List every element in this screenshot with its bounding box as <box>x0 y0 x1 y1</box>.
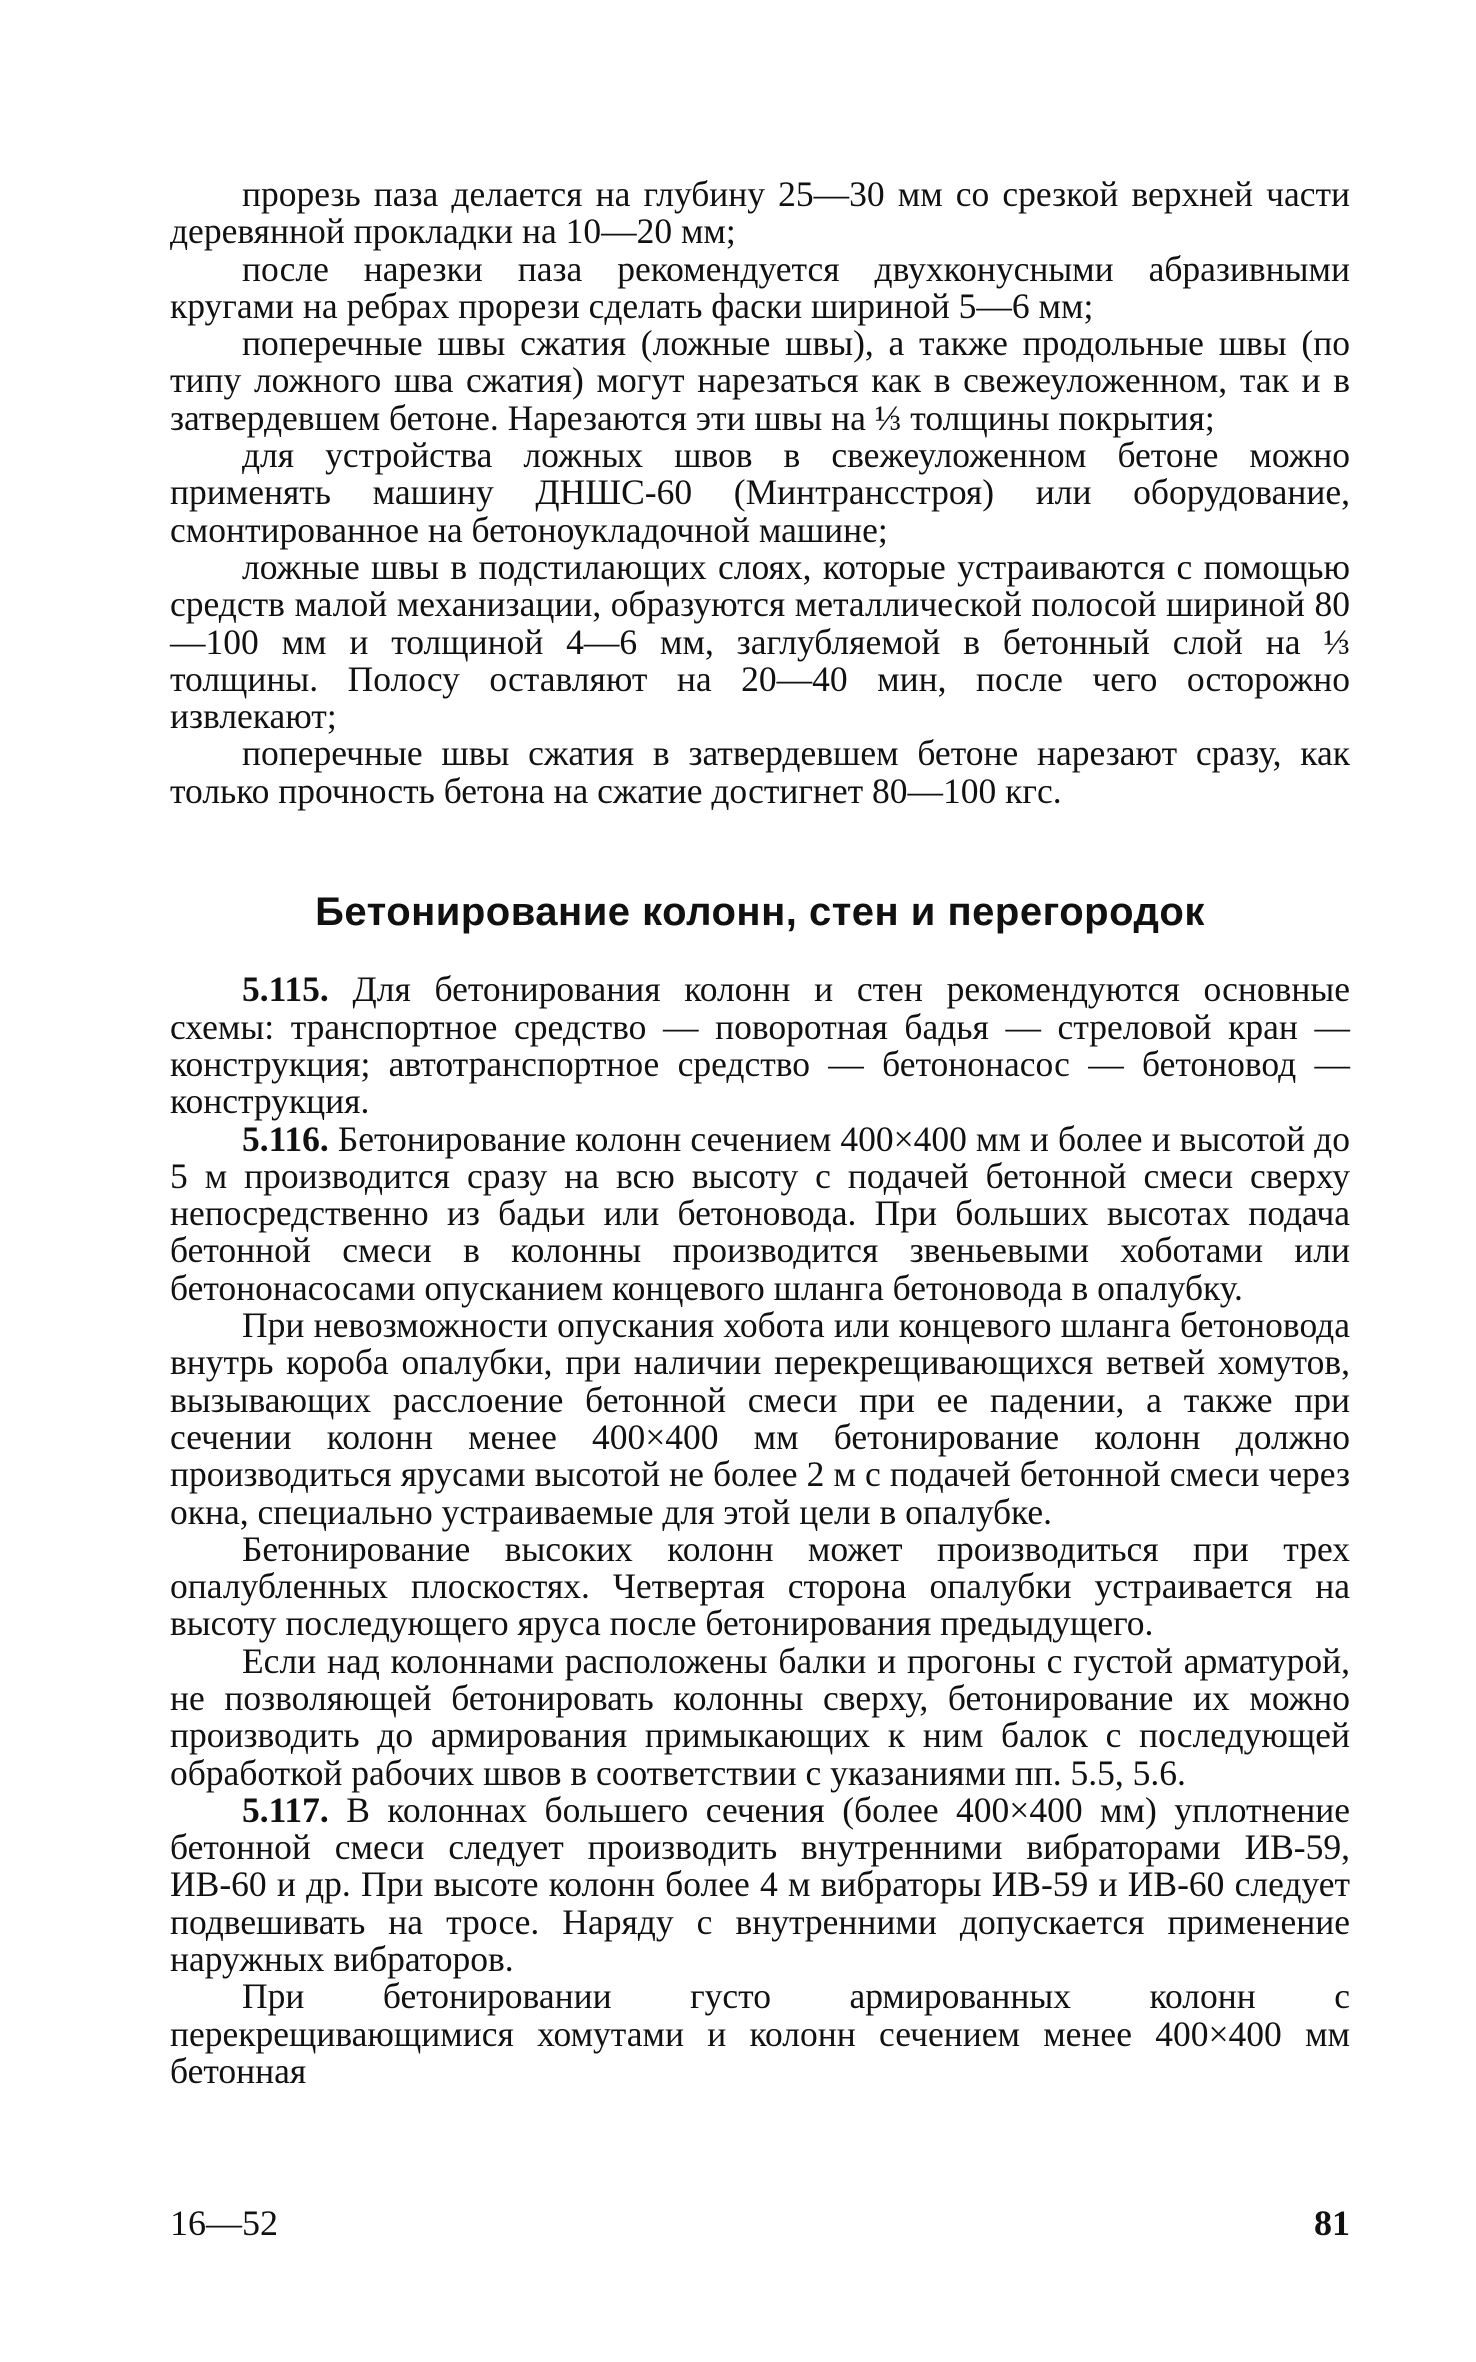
paragraph: после нарезки паза рекомендуется двухконусными абразивными кругами на ребрах прорези сделать фаски шириной 5—6 мм; <box>170 248 1350 326</box>
paragraph: При бетонировании густо армированных колонн с перекрещивающимися хомутами и колонн сечением менее 400×400 мм бетонная <box>170 1976 1350 2091</box>
paragraph: При невозможности опускания хобота или концевого шланга бетоновода внутрь короба опалубки, при наличии перекрещивающихся ветвей хомутов, вызывающих расслоение бетонной смеси при ее падении, а также при сечении колонн менее 400×400 мм бетонирование колонн должно производиться ярусами высотой не более 2 м с подачей бетонной смеси через окна, специально устраиваемые для этой цели в опалубке. <box>170 1305 1350 1532</box>
clause-number: 5.117. <box>242 1789 329 1830</box>
paragraph: для устройства ложных швов в свежеуложенном бетоне можно применять машину ДНШС-60 (Минтрансстроя) или оборудование, смонтированное на бетоноукладочной машине; <box>170 435 1350 550</box>
section-heading: Бетонирование колонн, стен и перегородок <box>315 890 1205 935</box>
paragraph: ложные швы в подстилающих слоях, которые устраиваются с помощью средств малой механизации, образуются металлической полосой шириной 80—100 мм и толщиной 4—6 мм, заглубляемой в бетонный слой на ⅓ толщины. Полосу оставляют на 20—40 мин, после чего осторожно извлекают; <box>170 546 1350 737</box>
page-number: 81 <box>1314 2203 1350 2243</box>
clause-paragraph <box>170 971 1350 1120</box>
clause-paragraph <box>170 1789 1350 1980</box>
clause-number: 5.116. <box>242 1118 329 1159</box>
paragraph: поперечные швы сжатия в затвердевшем бетоне нарезают сразу, как только прочность бетона на сжатие достигнет 80—100 кгс. <box>170 733 1350 811</box>
clause-paragraph <box>170 1118 1350 1308</box>
printer-signature: 16—52 <box>170 2203 278 2243</box>
paragraph: Если над колоннами расположены балки и прогоны с густой арматурой, не позволяющей бетонировать колонны сверху, бетонирование их можно производить до армирования примыкающих к ним балок с последующей обработкой рабочих швов в соответствии с указаниями пп. 5.5, 5.6. <box>170 1640 1350 1793</box>
clause-text: Бетонирование колонн сечением 400×400 мм и более и высотой до 5 м производится сразу на всю высоту с подачей бетонной смеси сверху непосредственно из бадьи или бетоновода. При больших высотах подача бетонной смеси в колонны производится звеньевыми хоботами или бетононасосами опусканием концевого шланга бетоновода в опалубку. <box>170 1118 1350 1308</box>
paragraph: прорезь паза делается на глубину 25—30 мм со срезкой верхней части деревянной прокладки на 10—20 мм; <box>170 174 1350 252</box>
page-body <box>170 176 1350 2090</box>
clause-text: В колоннах большего сечения (более 400×400 мм) уплотнение бетонной смеси следует производить внутренними вибраторами ИВ-59, ИВ-60 и др. При высоте колонн более 4 м вибраторы ИВ-59 и ИВ-60 следует подвешивать на тросе. Наряду с внутренними допускается применение наружных вибраторов. <box>170 1789 1350 1980</box>
clause-text: Для бетонирования колонн и стен рекомендуются основные схемы: транспортное средство — поворотная бадья — стреловой кран — конструкция; автотранспортное средство — бетононасос — бетоновод — конструкция. <box>170 969 1350 1122</box>
paragraph: поперечные швы сжатия (ложные швы), а также продольные швы (по типу ложного шва сжатия) могут нарезаться как в свежеуложенном, так и в затвердевшем бетоне. Нарезаются эти швы на ⅓ толщины покрытия; <box>170 323 1350 438</box>
clause-number: 5.115. <box>242 969 329 1010</box>
paragraph: Бетонирование высоких колонн может производиться при трех опалубленных плоскостях. Четвертая сторона опалубки устраивается на высоту последующего яруса после бетонирования предыдущего. <box>170 1528 1350 1644</box>
